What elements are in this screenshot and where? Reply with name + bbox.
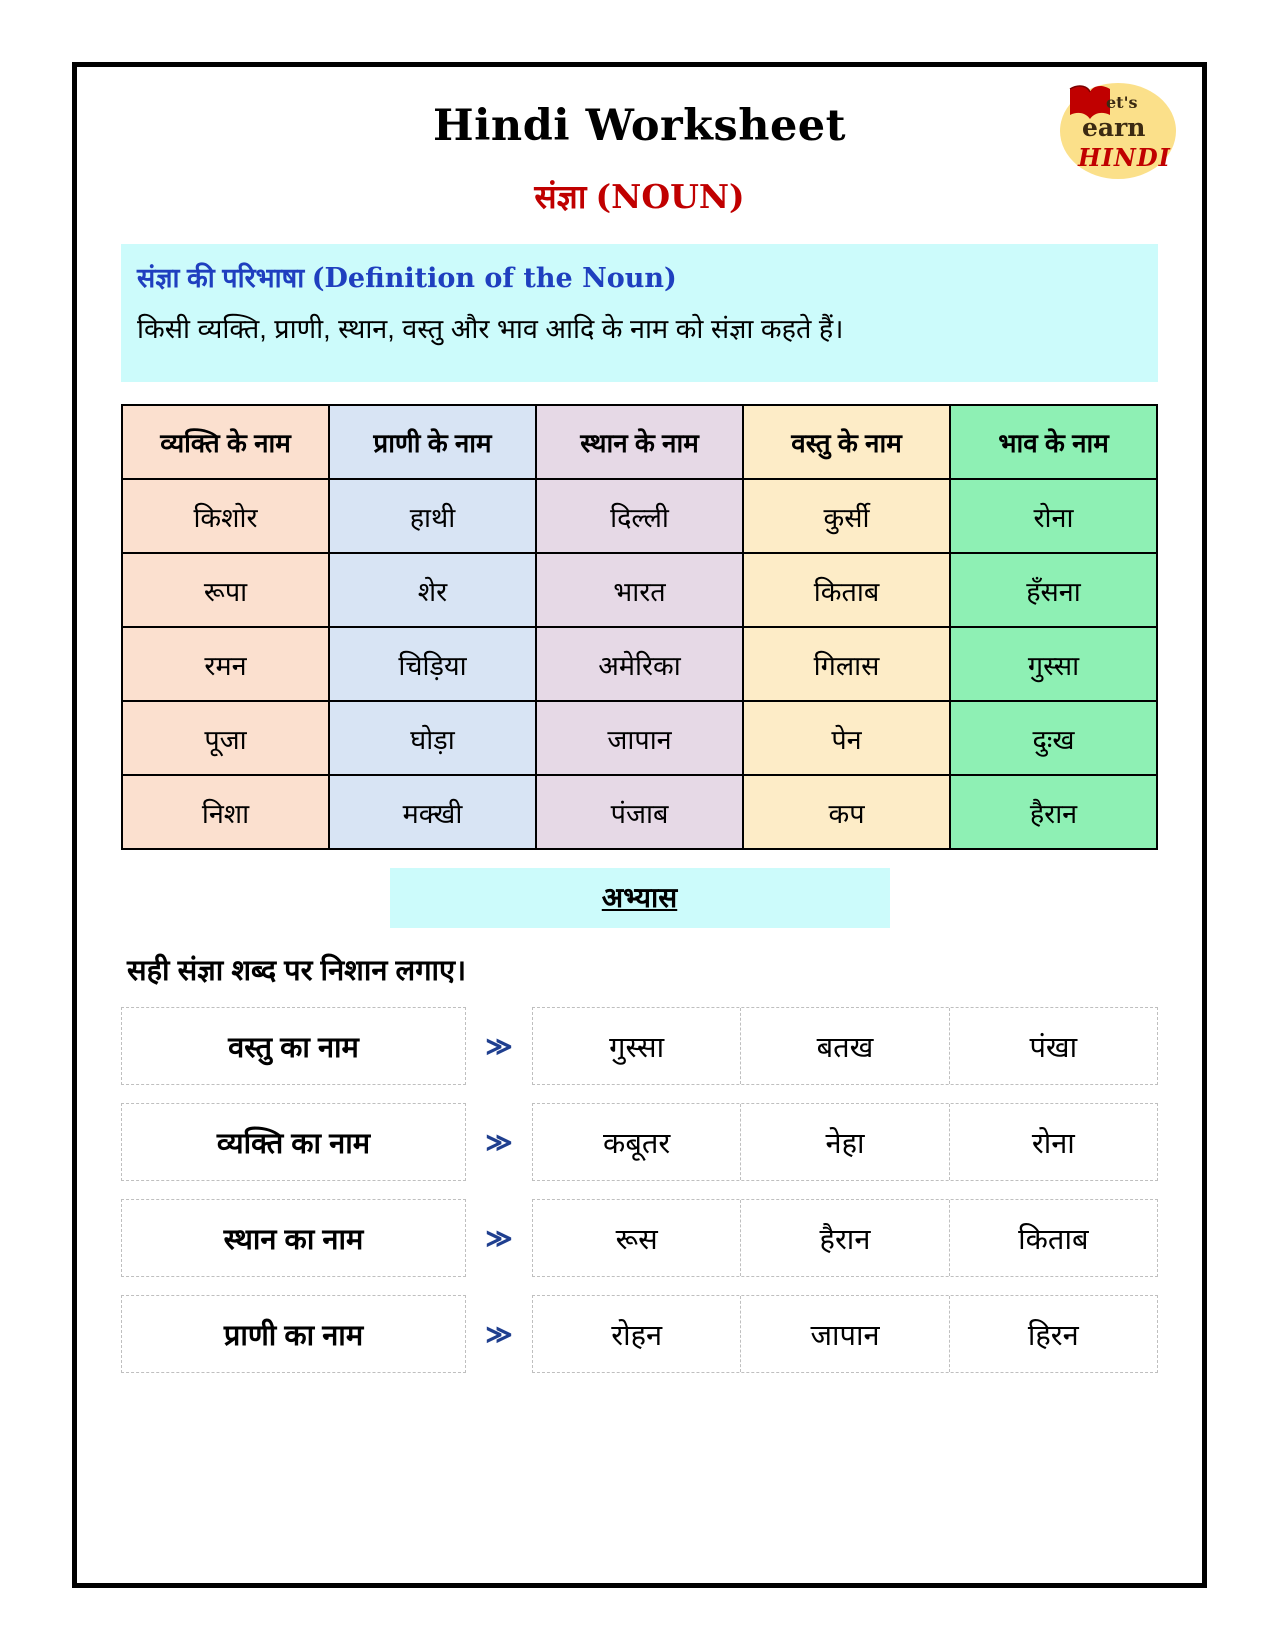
logo-hindi-text: HINDI xyxy=(1078,143,1171,172)
table-cell: किताब xyxy=(743,553,950,627)
table-cell: निशा xyxy=(122,775,329,849)
table-header-cell: प्राणी के नाम xyxy=(329,405,536,479)
table-cell: जापान xyxy=(536,701,743,775)
logo-lets-text: et's xyxy=(1106,93,1138,112)
option-choice[interactable]: रोना xyxy=(1031,1127,1075,1160)
question-options xyxy=(532,1199,1158,1277)
option-choice[interactable]: हिरन xyxy=(1027,1319,1079,1352)
question-label: व्यक्ति का नाम xyxy=(121,1103,466,1181)
practice-question-row xyxy=(121,1295,1158,1373)
option-choice[interactable]: नेहा xyxy=(741,1104,949,1180)
table-row xyxy=(122,775,1157,849)
table-row xyxy=(122,627,1157,701)
option-choice[interactable]: रोहन xyxy=(533,1296,741,1372)
table-header-row xyxy=(122,405,1157,479)
page-subtitle xyxy=(121,173,1158,218)
definition-heading-english: (Definition of the Noun) xyxy=(311,263,677,294)
table-row xyxy=(122,553,1157,627)
table-header-cell: स्थान के नाम xyxy=(536,405,743,479)
subtitle-hindi: संज्ञा xyxy=(534,178,596,215)
arrow-icon: ≫ xyxy=(485,1222,513,1253)
table-cell: पंजाब xyxy=(536,775,743,849)
table-cell: रूपा xyxy=(122,553,329,627)
table-cell: मक्खी xyxy=(329,775,536,849)
table-cell: पेन xyxy=(743,701,950,775)
definition-box xyxy=(121,244,1158,382)
question-label: प्राणी का नाम xyxy=(121,1295,466,1373)
option-choice[interactable]: कबूतर xyxy=(533,1104,741,1180)
definition-heading-hindi: संज्ञा की परिभाषा xyxy=(137,263,312,293)
table-row xyxy=(122,701,1157,775)
table-cell: पूजा xyxy=(122,701,329,775)
table-cell: हैरान xyxy=(950,775,1157,849)
option-choice[interactable]: किताब xyxy=(1018,1223,1089,1256)
table-cell: भारत xyxy=(536,553,743,627)
definition-heading xyxy=(137,258,1142,295)
question-options xyxy=(532,1295,1158,1373)
lets-learn-hindi-logo xyxy=(1052,77,1184,187)
arrow-icon: ≫ xyxy=(485,1030,513,1061)
table-cell: गुस्सा xyxy=(950,627,1157,701)
logo-learn-text: earn xyxy=(1082,113,1146,142)
question-label: वस्तु का नाम xyxy=(121,1007,466,1085)
table-cell: शेर xyxy=(329,553,536,627)
practice-question-row xyxy=(121,1103,1158,1181)
arrow-icon: ≫ xyxy=(485,1318,513,1349)
practice-section-label: अभ्यास xyxy=(601,882,678,913)
page-border xyxy=(72,62,1207,1588)
option-choice[interactable]: हैरान xyxy=(741,1200,949,1276)
practice-instruction: सही संज्ञा शब्द पर निशान लगाए। xyxy=(127,955,467,987)
table-cell: हाथी xyxy=(329,479,536,553)
table-header-cell: व्यक्ति के नाम xyxy=(122,405,329,479)
option-choice[interactable]: बतख xyxy=(741,1008,949,1084)
option-choice[interactable]: गुस्सा xyxy=(533,1008,741,1084)
arrow-icon: ≫ xyxy=(485,1126,513,1157)
question-options xyxy=(532,1007,1158,1085)
definition-text: किसी व्यक्ति, प्राणी, स्थान, वस्तु और भाव आदि के नाम को संज्ञा कहते हैं। xyxy=(137,314,844,344)
table-cell: दुःख xyxy=(950,701,1157,775)
table-cell: रोना xyxy=(950,479,1157,553)
table-cell: दिल्ली xyxy=(536,479,743,553)
page-title: Hindi Worksheet xyxy=(432,101,847,151)
subtitle-english: (NOUN) xyxy=(595,177,745,216)
table-cell: घोड़ा xyxy=(329,701,536,775)
table-cell: अमेरिका xyxy=(536,627,743,701)
question-label: स्थान का नाम xyxy=(121,1199,466,1277)
option-choice[interactable]: रूस xyxy=(533,1200,741,1276)
table-cell: कप xyxy=(743,775,950,849)
noun-categories-table xyxy=(121,404,1158,850)
table-cell: कुर्सी xyxy=(743,479,950,553)
option-choice[interactable]: पंखा xyxy=(1029,1031,1078,1064)
table-header-cell: वस्तु के नाम xyxy=(743,405,950,479)
table-cell: चिड़िया xyxy=(329,627,536,701)
table-cell: गिलास xyxy=(743,627,950,701)
table-row xyxy=(122,479,1157,553)
option-choice[interactable]: जापान xyxy=(741,1296,949,1372)
table-cell: रमन xyxy=(122,627,329,701)
practice-question-row xyxy=(121,1199,1158,1277)
practice-section-heading xyxy=(390,868,890,928)
practice-question-row xyxy=(121,1007,1158,1085)
table-cell: हँसना xyxy=(950,553,1157,627)
question-options xyxy=(532,1103,1158,1181)
table-header-cell: भाव के नाम xyxy=(950,405,1157,479)
table-cell: किशोर xyxy=(122,479,329,553)
